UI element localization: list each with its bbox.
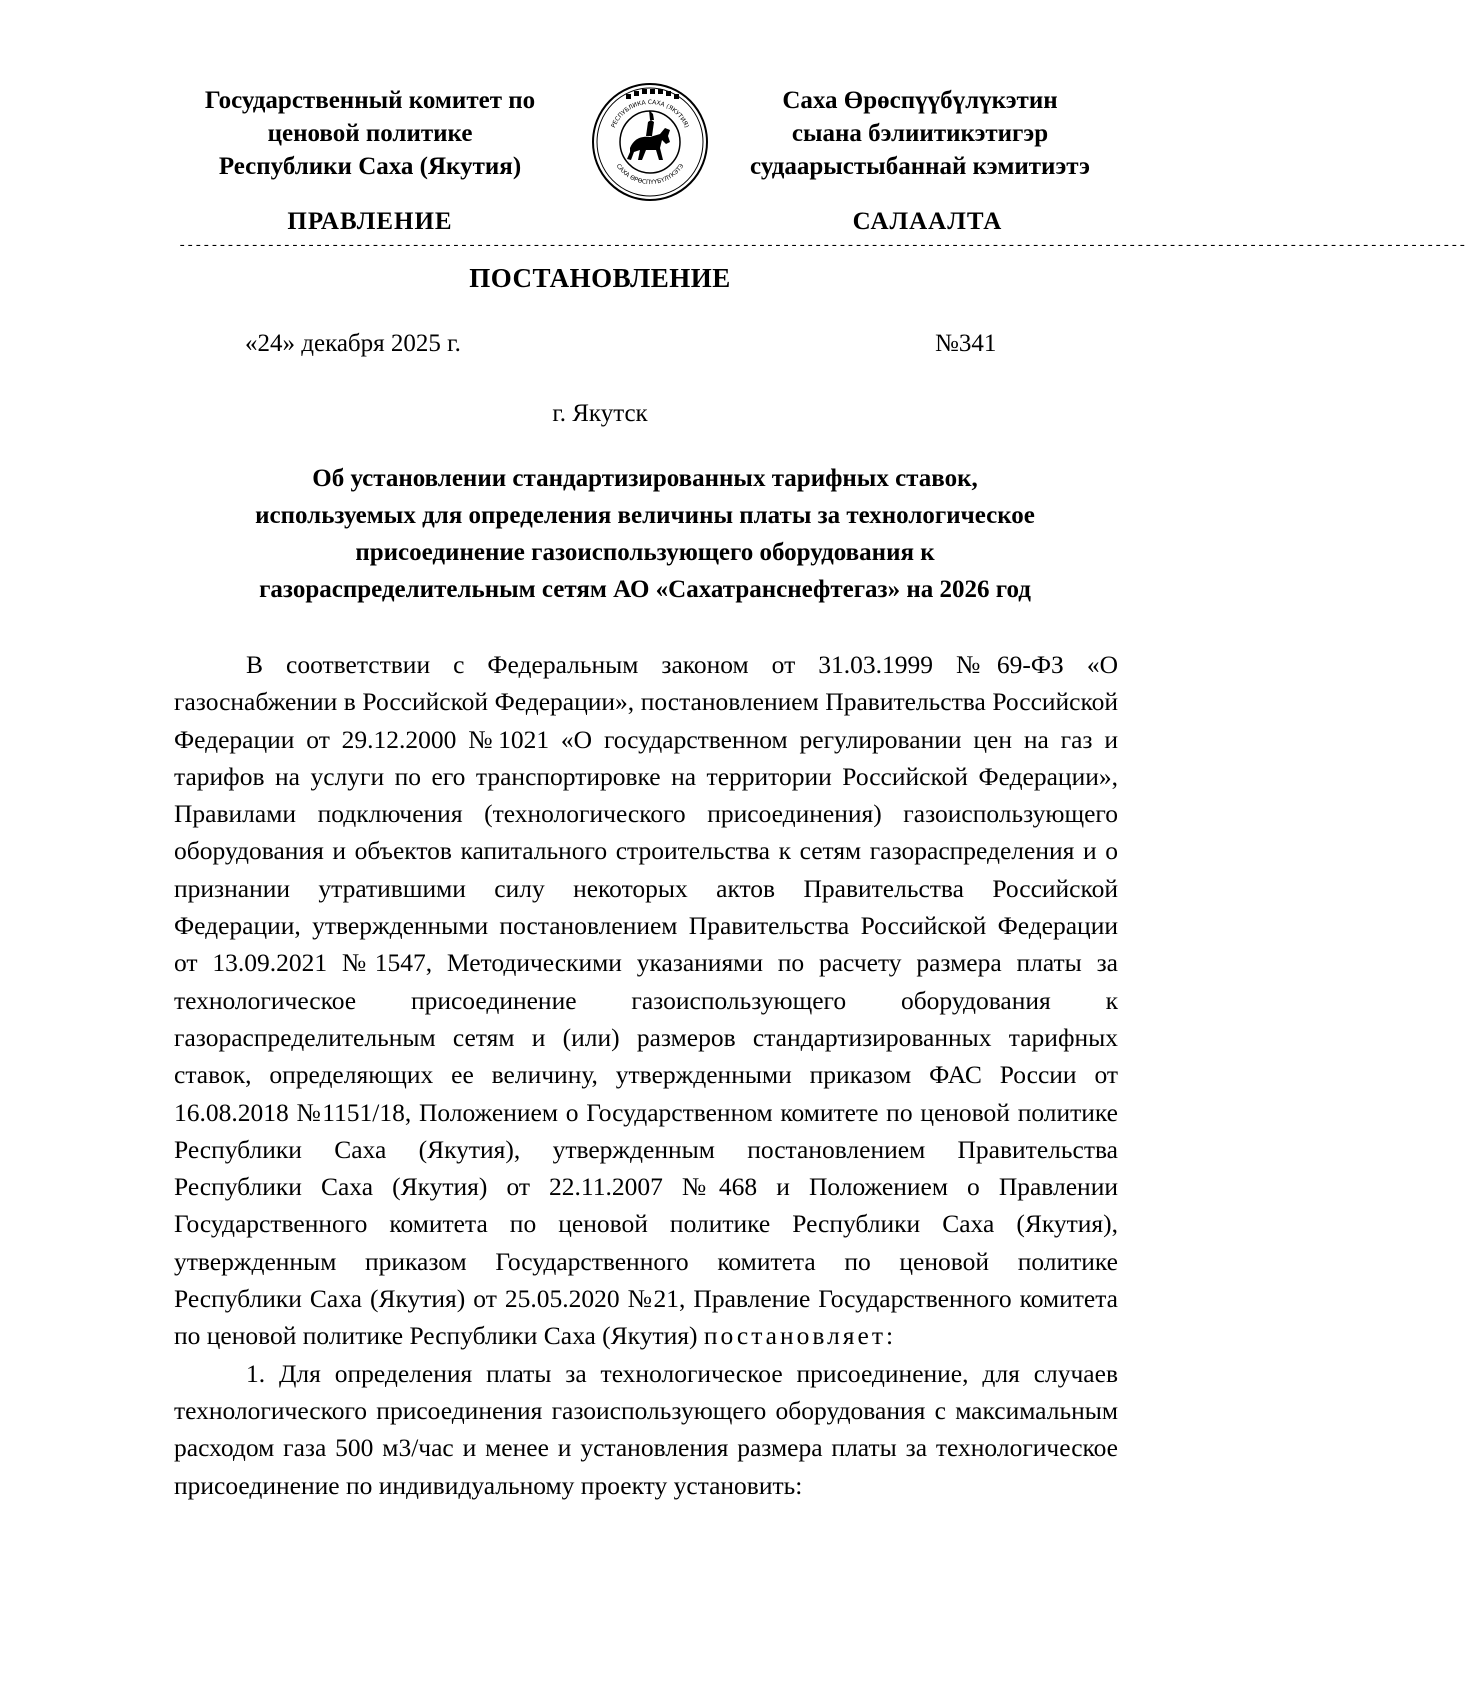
subject-line: газораспределительным сетям АО «Сахатранснефтегаз» на 2026 год [259, 576, 1031, 603]
svg-text:САХА ӨРӨСПҮҮБҮЛҮКЭТЭ [615, 163, 686, 186]
preamble-paragraph [174, 646, 1118, 1355]
preamble-text: В соответствии с Федеральным законом от 31.03.1999 №69-ФЗ «О газоснабжении в Российской Федерации», постановлением Правительства Российской Федерации от 29.12.2000 №1021 «О государственном регулировании цен на газ и тарифов на услуги по его транспортировке на территории Российской Федерации», Правилами подключения (технологического присоединения) газоиспользующего оборудования и объектов капитального строительства к сетям газораспределения и о признании утратившими силу некоторых актов Правительства Российской Федерации, утвержденными постановлением Правительства Российской Федерации от 13.09.2021 №1547, Методическими указаниями по расчету размера платы за технологическое присоединение газоиспользующего оборудования к газораспределительным сетям и (или) размеров стандартизированных тарифных ставок, определяющих ее величину, утвержденными приказом ФАС России от 16.08.2018 №1151/18, Положением о Государственном комитете по ценовой политике Республики Саха (Якутия), утвержденным постановлением Правительства Республики Саха (Якутия) от 22.11.2007 №468 и Положением о Правлении Государственного комитета по ценовой политике Республики Саха (Якутия), утвержденным приказом Государственного комитета по ценовой политике Республики Саха (Якутия) от 25.05.2020 №21, Правление Государственного комитета по ценовой политике Республики Саха (Якутия) [174, 650, 1118, 1351]
subject-line: Об установлении стандартизированных тарифных ставок, [312, 465, 978, 492]
committee-name-line: Государственный комитет по [204, 87, 536, 114]
document-type-title: ПОСТАНОВЛЕНИЕ [469, 263, 731, 293]
document-number: №341 [935, 330, 997, 357]
republic-emblem-icon [590, 80, 710, 203]
committee-name-line: Саха Өрөспүүбүлүкэтин [782, 87, 1058, 114]
committee-name-line: сыана бэлиитикэтигэр [791, 120, 1049, 147]
document-subject [170, 460, 1120, 608]
document-city: г. Якутск [552, 400, 648, 427]
committee-name-russian [180, 84, 560, 183]
committee-name-line: ценовой политике [267, 120, 473, 147]
emblem-text-bottom: САХА ӨРӨСПҮҮБҮЛҮКЭТЭ [614, 162, 686, 187]
board-label-yakut: САЛААЛТА [852, 208, 1003, 235]
committee-name-line: Республики Саха (Якутия) [218, 153, 522, 180]
document-body [174, 646, 1118, 1504]
emblem-text-top: РЕСПУБЛИКА САХА (ЯКУТИЯ) [610, 98, 690, 129]
subject-line: присоединение газоиспользующего оборудования к [355, 539, 935, 566]
committee-name-yakut [725, 84, 1115, 183]
board-label-russian: ПРАВЛЕНИЕ [287, 208, 453, 235]
subject-line: используемых для определения величины платы за технологическое [255, 502, 1035, 529]
header-divider: ---------------------------------------------------------------------------------------------------------------------------------------------------------------- [178, 238, 1466, 254]
committee-name-line: судаарыстыбаннай кэмитиэтэ [750, 153, 1090, 180]
document-date: «24» декабря 2025 г. [245, 330, 461, 357]
resolves-word: постановляет: [703, 1321, 897, 1351]
clause-1-paragraph: 1. Для определения платы за технологическое присоединение, для случаев технологического присоединения газоиспользующего оборудования с максимальным расходом газа 500 м3/час и менее и установления размера платы за технологическое присоединение по индивидуальному проекту установить: [174, 1358, 1118, 1500]
